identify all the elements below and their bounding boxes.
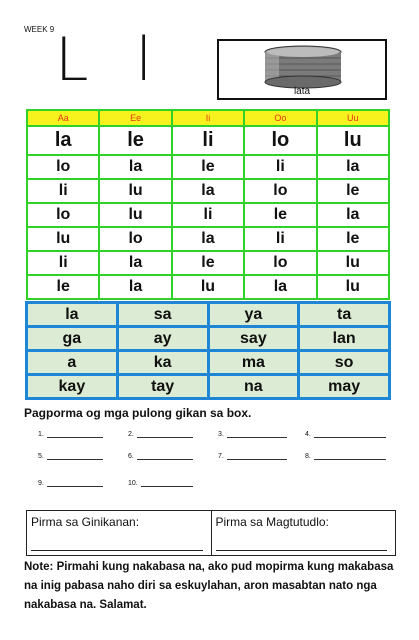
picture-box [217,39,387,100]
parent-signature-label: Pirma sa Ginikanan: [31,515,140,529]
note-text: Note: Pirmahi kung nakabasa na, ako pud mopirma kung makabasa na inig pabasa naho diri sa eskuylahan, aron masabtan nato nga nakabasa na. Salamat. [24,561,394,611]
answer-blank[interactable] [38,452,103,460]
instruction-text: Pagporma og mga pulong gikan sa box. [24,406,252,420]
word-cell: may [299,375,390,399]
vowel-header: Ii [172,110,244,126]
syllable-cell: li [27,179,99,203]
syllable-cell: lu [317,275,389,299]
syllable-cell: le [99,126,171,155]
answer-blank[interactable] [218,430,287,438]
syllable-cell: lu [27,227,99,251]
word-cell: so [299,351,390,375]
syllable-cell: le [27,275,99,299]
vowel-header: Aa [27,110,99,126]
syllable-cell: la [244,275,316,299]
answer-blank[interactable] [128,430,193,438]
syllable-cell: lo [27,155,99,179]
word-cell: ga [27,327,118,351]
word-cell: la [27,303,118,327]
syllable-cell: la [172,179,244,203]
syllable-grid [26,109,390,300]
can-icon [261,44,345,90]
word-cell: ma [208,351,299,375]
answer-blank[interactable] [128,452,193,460]
syllable-cell: la [99,275,171,299]
word-cell: kay [27,375,118,399]
syllable-cell: la [27,126,99,155]
syllable-cell: le [317,227,389,251]
teacher-signature-line [216,550,388,551]
answer-blank[interactable] [305,452,386,460]
syllable-cell: le [244,203,316,227]
blank-number: 4. [305,431,311,438]
syllable-cell: lo [244,126,316,155]
syllable-cell: lu [317,251,389,275]
answer-blank[interactable] [38,430,103,438]
word-cell: say [208,327,299,351]
syllable-cell: li [244,155,316,179]
syllable-cell: la [99,155,171,179]
letter-heading: L l [55,25,167,95]
answer-blank[interactable] [38,479,103,487]
teacher-signature-label: Pirma sa Magtutudlo: [215,515,329,529]
blank-number: 8. [305,453,311,460]
syllable-cell: la [317,203,389,227]
blank-number: 9. [38,480,44,487]
syllable-cell: lo [27,203,99,227]
answer-blank[interactable] [128,479,193,487]
syllable-cell: li [244,227,316,251]
syllable-cell: le [172,155,244,179]
vowel-header: Oo [244,110,316,126]
syllable-cell: lu [99,179,171,203]
answer-blank[interactable] [218,452,287,460]
word-cell: lan [299,327,390,351]
syllable-cell: le [172,251,244,275]
word-cell: ka [117,351,208,375]
answer-blank[interactable] [305,430,386,438]
syllable-cell: lo [244,251,316,275]
parent-signature-line [31,550,203,551]
blank-number: 3. [218,431,224,438]
signature-table [26,510,396,556]
syllable-cell: le [317,179,389,203]
syllable-cell: li [172,126,244,155]
parent-signature-box[interactable] [27,511,212,556]
vowel-header: Uu [317,110,389,126]
syllable-cell: lu [172,275,244,299]
blank-number: 2. [128,431,134,438]
blank-number: 10. [128,480,138,487]
syllable-cell: la [317,155,389,179]
word-box [25,301,391,400]
word-cell: sa [117,303,208,327]
syllable-cell: la [99,251,171,275]
syllable-cell: li [172,203,244,227]
syllable-cell: lu [317,126,389,155]
blank-number: 7. [218,453,224,460]
teacher-signature-box[interactable] [211,511,396,556]
blank-number: 1. [38,431,44,438]
syllable-cell: lo [244,179,316,203]
vowel-header: Ee [99,110,171,126]
week-label: WEEK 9 [24,25,55,34]
word-cell: ta [299,303,390,327]
word-cell: na [208,375,299,399]
syllable-cell: lu [99,203,171,227]
blank-number: 5. [38,453,44,460]
syllable-cell: la [172,227,244,251]
word-cell: tay [117,375,208,399]
syllable-cell: lo [99,227,171,251]
blank-number: 6. [128,453,134,460]
word-cell: a [27,351,118,375]
word-cell: ya [208,303,299,327]
word-cell: ay [117,327,208,351]
picture-caption: lata [293,86,311,97]
syllable-cell: li [27,251,99,275]
